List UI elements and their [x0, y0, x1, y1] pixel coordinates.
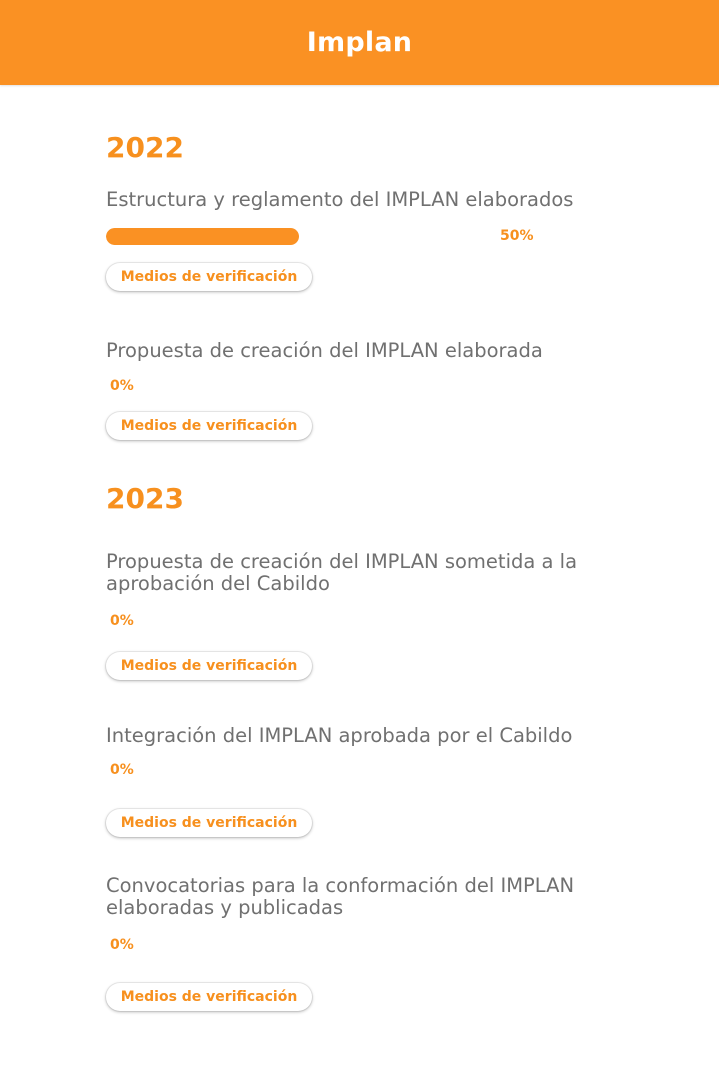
progress-row — [106, 936, 134, 954]
goal-title: Propuesta de creación del IMPLAN sometida a la aprobación del Cabildo — [106, 550, 578, 595]
progress-percent: 0% — [110, 762, 134, 778]
progress-bar-track — [106, 228, 492, 245]
goal-title: Convocatorias para la conformación del IMPLAN elaboradas y publicadas — [106, 874, 575, 919]
progress-row — [106, 377, 134, 395]
progress-percent: 0% — [110, 613, 134, 629]
progress-percent: 50% — [500, 228, 534, 244]
goal-title: Estructura y reglamento del IMPLAN elaborados — [106, 188, 574, 211]
progress-percent: 0% — [110, 378, 134, 394]
progress-row — [106, 227, 534, 245]
section-year-2022: 2022 — [106, 131, 184, 164]
page-title: Implan — [306, 27, 413, 58]
verification-button[interactable]: Medios de verificación — [106, 652, 312, 680]
verification-button[interactable]: Medios de verificación — [106, 263, 312, 291]
verification-button[interactable]: Medios de verificación — [106, 983, 312, 1011]
progress-row — [106, 612, 134, 630]
goal-title: Propuesta de creación del IMPLAN elaborada — [106, 339, 543, 362]
progress-row — [106, 761, 134, 779]
verification-button[interactable]: Medios de verificación — [106, 412, 312, 440]
progress-percent: 0% — [110, 937, 134, 953]
app-header — [0, 0, 719, 85]
section-year-2023: 2023 — [106, 482, 184, 515]
progress-bar-fill — [106, 228, 299, 245]
verification-button[interactable]: Medios de verificación — [106, 809, 312, 837]
goal-title: Integración del IMPLAN aprobada por el Cabildo — [106, 724, 573, 747]
